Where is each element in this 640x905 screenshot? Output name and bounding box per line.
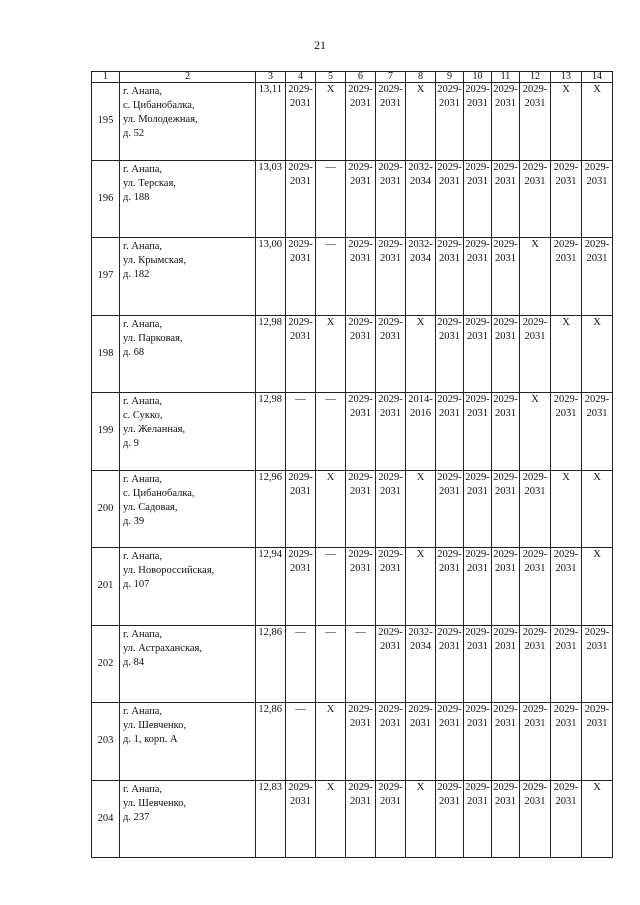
address-line: д. 68 <box>123 346 145 358</box>
period-cell-col9: 2029- 2031 <box>436 548 464 626</box>
period-cell-col12: 2029- 2031 <box>520 703 551 781</box>
period-cell-col13: Х <box>551 315 582 393</box>
row-number: 195 <box>92 83 120 161</box>
address-line: г. Анапа, <box>123 241 163 252</box>
period-cell-col14: Х <box>582 470 613 548</box>
value-cell-col3: 13,11 <box>256 83 286 161</box>
period-cell-col9: 2029- 2031 <box>436 703 464 781</box>
address-line: г. Анапа, <box>123 706 163 717</box>
page-number: 21 <box>314 38 326 52</box>
header-row <box>92 72 613 83</box>
period-cell-col7: 2029- 2031 <box>376 548 406 626</box>
address-line: д. 188 <box>123 191 150 203</box>
period-cell-col7: 2029- 2031 <box>376 470 406 548</box>
period-cell-col6: 2029- 2031 <box>346 703 376 781</box>
row-number: 204 <box>92 780 120 858</box>
period-cell-col6: 2029- 2031 <box>346 393 376 471</box>
period-cell-col14: 2029- 2031 <box>582 393 613 471</box>
period-cell-col8: Х <box>406 315 436 393</box>
address-cell <box>120 470 256 548</box>
column-header-13: 13 <box>551 72 582 83</box>
period-cell-col5: — <box>316 238 346 316</box>
period-cell-col10: 2029- 2031 <box>464 625 492 703</box>
row-number: 198 <box>92 315 120 393</box>
period-cell-col8: Х <box>406 470 436 548</box>
period-cell-col5: — <box>316 548 346 626</box>
period-cell-col11: 2029- 2031 <box>492 548 520 626</box>
address-line: г. Анапа, <box>123 163 163 175</box>
period-cell-col14: Х <box>582 315 613 393</box>
address-line: д. 1, корп. А <box>123 734 178 745</box>
address-line: д. 39 <box>123 515 145 527</box>
period-cell-col14: 2029- 2031 <box>582 160 613 238</box>
address-line: д. 107 <box>123 579 150 590</box>
period-cell-col6: 2029- 2031 <box>346 238 376 316</box>
period-cell-col9: 2029- 2031 <box>436 393 464 471</box>
period-cell-col13: Х <box>551 83 582 161</box>
period-cell-col12: 2029- 2031 <box>520 625 551 703</box>
address-line: г. Анапа, <box>123 551 163 562</box>
row-number: 203 <box>92 703 120 781</box>
period-cell-col9: 2029- 2031 <box>436 780 464 858</box>
period-cell-col11: 2029- 2031 <box>492 393 520 471</box>
period-cell-col8: 2032- 2034 <box>406 625 436 703</box>
value-cell-col3: 12,96 <box>256 470 286 548</box>
table-row <box>92 703 613 781</box>
period-cell-col8: Х <box>406 780 436 858</box>
column-header-6: 6 <box>346 72 376 83</box>
period-cell-col14: Х <box>582 83 613 161</box>
address-line: г. Анапа, <box>123 396 163 407</box>
address-cell <box>120 548 256 626</box>
period-cell-col9: 2029- 2031 <box>436 160 464 238</box>
address-line: ул. Крымская, <box>123 255 186 266</box>
period-cell-col11: 2029- 2031 <box>492 470 520 548</box>
table-row <box>92 780 613 858</box>
period-cell-col5: — <box>316 160 346 238</box>
column-header-8: 8 <box>406 72 436 83</box>
address-line: д. 182 <box>123 269 150 280</box>
row-number: 197 <box>92 238 120 316</box>
period-cell-col11: 2029- 2031 <box>492 703 520 781</box>
period-cell-col11: 2029- 2031 <box>492 83 520 161</box>
column-header-4: 4 <box>286 72 316 83</box>
table-row <box>92 315 613 393</box>
period-cell-col13: 2029- 2031 <box>551 548 582 626</box>
value-cell-col3: 12,83 <box>256 780 286 858</box>
period-cell-col13: 2029- 2031 <box>551 625 582 703</box>
period-cell-col4: 2029- 2031 <box>286 470 316 548</box>
address-cell <box>120 780 256 858</box>
period-cell-col6: — <box>346 625 376 703</box>
address-line: д. 84 <box>123 656 145 668</box>
row-number: 200 <box>92 470 120 548</box>
column-header-10: 10 <box>464 72 492 83</box>
period-cell-col14: 2029- 2031 <box>582 703 613 781</box>
period-cell-col7: 2029- 2031 <box>376 780 406 858</box>
table-row <box>92 470 613 548</box>
period-cell-col6: 2029- 2031 <box>346 548 376 626</box>
period-cell-col12: 2029- 2031 <box>520 780 551 858</box>
period-cell-col11: 2029- 2031 <box>492 238 520 316</box>
period-cell-col10: 2029- 2031 <box>464 470 492 548</box>
period-cell-col7: 2029- 2031 <box>376 83 406 161</box>
value-cell-col3: 13,03 <box>256 160 286 238</box>
column-header-12: 12 <box>520 72 551 83</box>
period-cell-col7: 2029- 2031 <box>376 393 406 471</box>
period-cell-col8: 2032- 2034 <box>406 238 436 316</box>
address-line: ул. Шевченко, <box>123 797 187 809</box>
period-cell-col7: 2029- 2031 <box>376 238 406 316</box>
period-cell-col13: 2029- 2031 <box>551 780 582 858</box>
address-line: ул. Желанная, <box>123 424 186 435</box>
address-line: д. 9 <box>123 438 139 449</box>
row-number: 202 <box>92 625 120 703</box>
period-cell-col10: 2029- 2031 <box>464 548 492 626</box>
column-header-7: 7 <box>376 72 406 83</box>
table-row <box>92 160 613 238</box>
period-cell-col8: Х <box>406 83 436 161</box>
column-header-5: 5 <box>316 72 346 83</box>
address-line: г. Анапа, <box>123 783 163 795</box>
address-line: г. Анапа, <box>123 473 163 485</box>
column-header-14: 14 <box>582 72 613 83</box>
period-cell-col4: 2029- 2031 <box>286 160 316 238</box>
period-cell-col4: 2029- 2031 <box>286 238 316 316</box>
address-line: г. Анапа, <box>123 86 163 97</box>
period-cell-col10: 2029- 2031 <box>464 160 492 238</box>
period-cell-col6: 2029- 2031 <box>346 160 376 238</box>
table-row <box>92 83 613 161</box>
period-cell-col11: 2029- 2031 <box>492 625 520 703</box>
column-header-3: 3 <box>256 72 286 83</box>
value-cell-col3: 12,98 <box>256 315 286 393</box>
period-cell-col8: 2032- 2034 <box>406 160 436 238</box>
period-cell-col9: 2029- 2031 <box>436 83 464 161</box>
address-line: ул. Терская, <box>123 177 176 189</box>
period-cell-col14: Х <box>582 780 613 858</box>
period-cell-col13: 2029- 2031 <box>551 703 582 781</box>
period-cell-col8: Х <box>406 548 436 626</box>
period-cell-col10: 2029- 2031 <box>464 315 492 393</box>
period-cell-col5: Х <box>316 470 346 548</box>
period-cell-col14: 2029- 2031 <box>582 238 613 316</box>
column-header-1: 1 <box>92 72 120 83</box>
address-cell <box>120 83 256 161</box>
period-cell-col6: 2029- 2031 <box>346 780 376 858</box>
period-cell-col7: 2029- 2031 <box>376 160 406 238</box>
period-cell-col9: 2029- 2031 <box>436 625 464 703</box>
period-cell-col5: Х <box>316 83 346 161</box>
period-cell-col4: 2029- 2031 <box>286 548 316 626</box>
period-cell-col12: Х <box>520 393 551 471</box>
period-cell-col4: — <box>286 703 316 781</box>
row-number: 201 <box>92 548 120 626</box>
period-cell-col11: 2029- 2031 <box>492 315 520 393</box>
period-cell-col10: 2029- 2031 <box>464 393 492 471</box>
period-cell-col9: 2029- 2031 <box>436 315 464 393</box>
period-cell-col10: 2029- 2031 <box>464 703 492 781</box>
period-cell-col9: 2029- 2031 <box>436 470 464 548</box>
period-cell-col4: 2029- 2031 <box>286 83 316 161</box>
period-cell-col13: 2029- 2031 <box>551 160 582 238</box>
period-cell-col12: 2029- 2031 <box>520 470 551 548</box>
table-row <box>92 238 613 316</box>
column-header-11: 11 <box>492 72 520 83</box>
period-cell-col12: Х <box>520 238 551 316</box>
address-line: г. Анапа, <box>123 628 163 640</box>
value-cell-col3: 12,94 <box>256 548 286 626</box>
period-cell-col12: 2029- 2031 <box>520 160 551 238</box>
period-cell-col7: 2029- 2031 <box>376 315 406 393</box>
period-cell-col12: 2029- 2031 <box>520 548 551 626</box>
period-cell-col11: 2029- 2031 <box>492 780 520 858</box>
address-line: д. 52 <box>123 128 145 139</box>
value-cell-col3: 12,86 <box>256 703 286 781</box>
table-row <box>92 625 613 703</box>
column-header-9: 9 <box>436 72 464 83</box>
period-cell-col8: 2029- 2031 <box>406 703 436 781</box>
address-cell <box>120 703 256 781</box>
value-cell-col3: 13,00 <box>256 238 286 316</box>
period-cell-col10: 2029- 2031 <box>464 83 492 161</box>
period-cell-col4: — <box>286 393 316 471</box>
period-cell-col12: 2029- 2031 <box>520 83 551 161</box>
address-cell <box>120 238 256 316</box>
address-line: ул. Молодежная, <box>123 114 198 125</box>
value-cell-col3: 12,98 <box>256 393 286 471</box>
period-cell-col13: 2029- 2031 <box>551 393 582 471</box>
period-cell-col5: Х <box>316 780 346 858</box>
period-cell-col6: 2029- 2031 <box>346 315 376 393</box>
period-cell-col7: 2029- 2031 <box>376 703 406 781</box>
address-line: ул. Шевченко, <box>123 720 187 731</box>
period-cell-col12: 2029- 2031 <box>520 315 551 393</box>
period-cell-col8: 2014- 2016 <box>406 393 436 471</box>
address-line: ул. Астраханская, <box>123 642 202 654</box>
address-cell <box>120 315 256 393</box>
period-cell-col4: 2029- 2031 <box>286 315 316 393</box>
address-cell <box>120 625 256 703</box>
period-cell-col7: 2029- 2031 <box>376 625 406 703</box>
column-header-2: 2 <box>120 72 256 83</box>
period-cell-col11: 2029- 2031 <box>492 160 520 238</box>
address-line: с. Цибанобалка, <box>123 487 195 499</box>
period-cell-col5: — <box>316 393 346 471</box>
period-cell-col6: 2029- 2031 <box>346 470 376 548</box>
period-cell-col4: — <box>286 625 316 703</box>
table-row <box>92 548 613 626</box>
address-line: ул. Парковая, <box>123 332 183 344</box>
address-line: с. Сукко, <box>123 410 163 421</box>
period-cell-col4: 2029- 2031 <box>286 780 316 858</box>
row-number: 199 <box>92 393 120 471</box>
address-line: ул. Новороссийская, <box>123 565 215 576</box>
period-cell-col13: 2029- 2031 <box>551 238 582 316</box>
table-row <box>92 393 613 471</box>
period-cell-col5: Х <box>316 703 346 781</box>
period-cell-col6: 2029- 2031 <box>346 83 376 161</box>
period-cell-col9: 2029- 2031 <box>436 238 464 316</box>
period-cell-col14: 2029- 2031 <box>582 625 613 703</box>
value-cell-col3: 12,86 <box>256 625 286 703</box>
schedule-table <box>91 71 613 858</box>
period-cell-col10: 2029- 2031 <box>464 238 492 316</box>
address-line: с. Цибанобалка, <box>123 100 195 111</box>
address-line: ул. Садовая, <box>123 501 178 513</box>
address-line: д. 237 <box>123 811 150 823</box>
address-cell <box>120 393 256 471</box>
period-cell-col5: Х <box>316 315 346 393</box>
period-cell-col10: 2029- 2031 <box>464 780 492 858</box>
period-cell-col5: — <box>316 625 346 703</box>
row-number: 196 <box>92 160 120 238</box>
address-cell <box>120 160 256 238</box>
period-cell-col13: Х <box>551 470 582 548</box>
period-cell-col14: Х <box>582 548 613 626</box>
address-line: г. Анапа, <box>123 318 163 330</box>
